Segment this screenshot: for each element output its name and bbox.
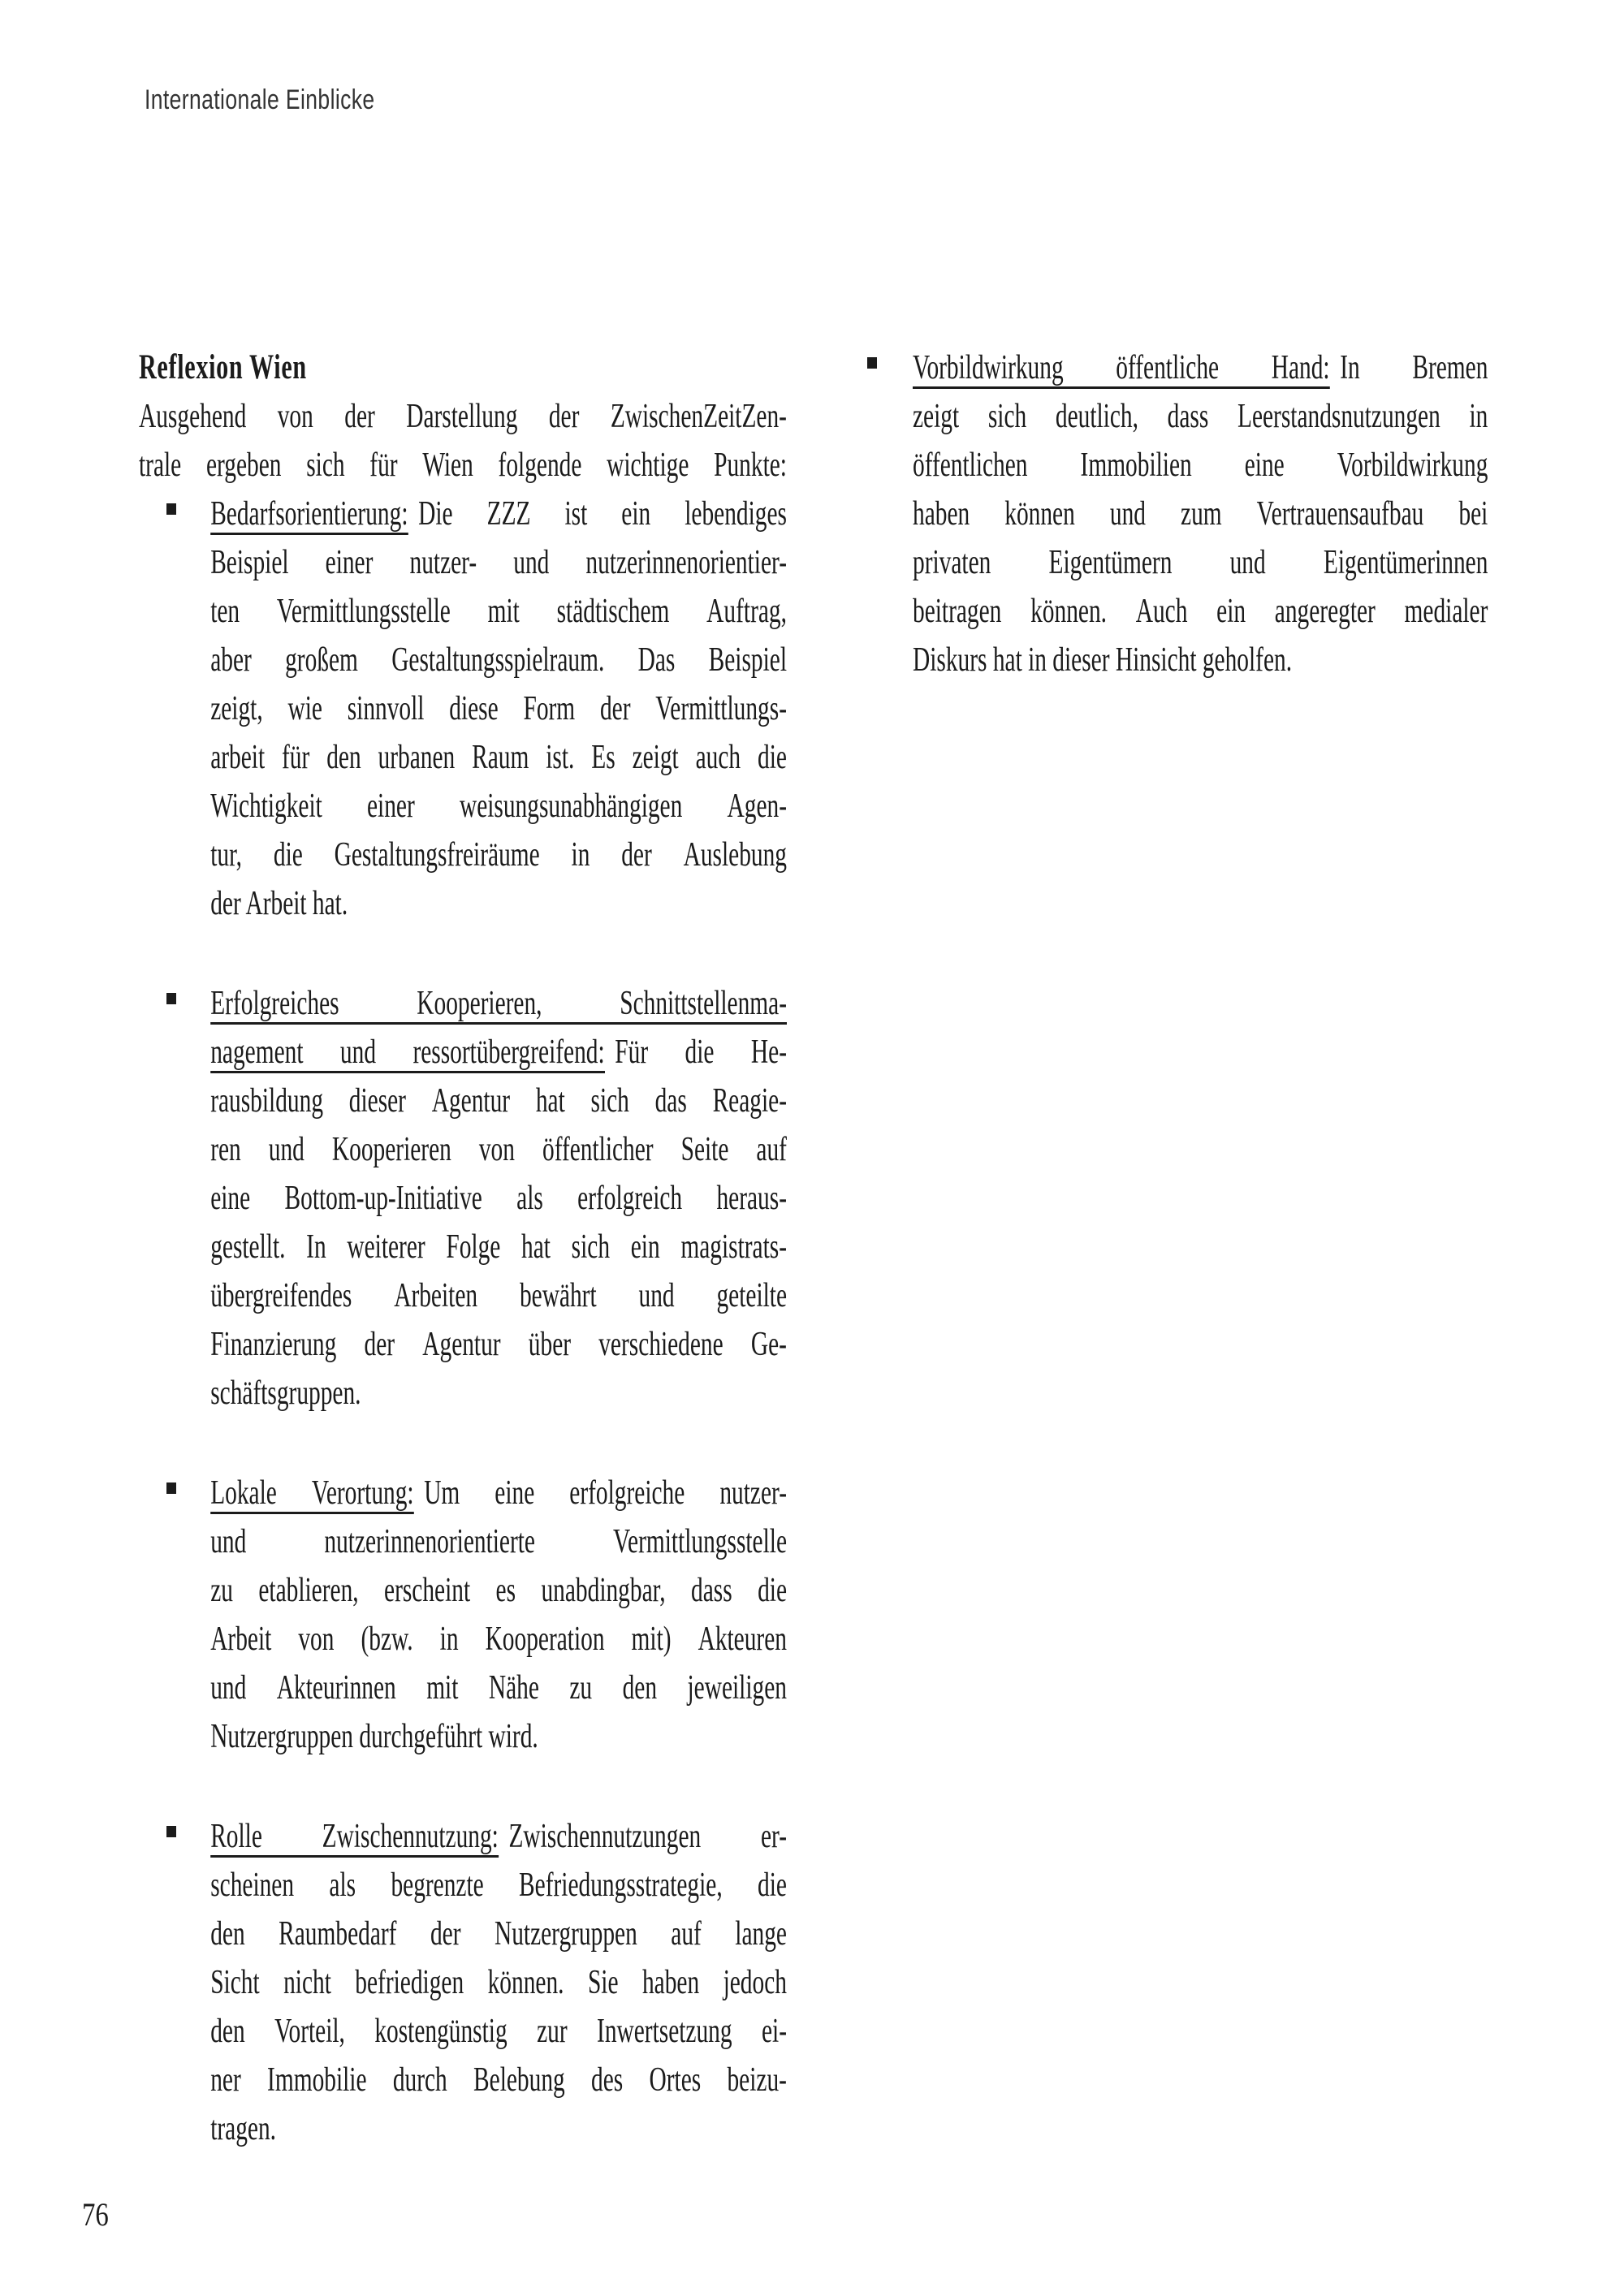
text-line: [210, 587, 787, 636]
text-line: [210, 1861, 787, 1910]
section-heading: Reflexion Wien: [139, 348, 307, 386]
line-text: Ausgehend von der Darstellung der ZwischenZeitZen-: [139, 398, 787, 435]
line-text: ten Vermittlungsstelle mit städtischem Auftrag,: [210, 593, 787, 630]
line-text: und nutzerinnenorientierte Vermittlungsstelle: [210, 1523, 787, 1560]
text-line: [210, 1125, 787, 1174]
line-text: Um eine erfolgreiche nutzer-: [424, 1474, 787, 1512]
text-line: [210, 1077, 787, 1125]
line-text: zu etablieren, erscheint es unabdingbar, dass die: [210, 1572, 787, 1609]
line-text: trale ergeben sich für Wien folgende wichtige Punkte:: [139, 447, 787, 484]
underlined-run-in-heading: Erfolgreiches Kooperieren, Schnittstellenma-: [210, 979, 787, 1025]
text-line: [210, 684, 787, 733]
text-line: [210, 2056, 787, 2104]
text-line: [210, 1028, 787, 1077]
line-text: Die ZZZ ist ein lebendiges: [418, 495, 787, 533]
line-text: privaten Eigentümern und Eigentümerinnen: [913, 544, 1488, 581]
bullet-square-icon: [166, 993, 176, 1004]
bullet-item: [210, 979, 787, 1418]
text-line: [210, 1469, 787, 1517]
line-text: zeigt sich deutlich, dass Leerstandsnutzungen in: [913, 398, 1488, 435]
line-text: haben können und zum Vertrauensaufbau bei: [913, 495, 1488, 533]
page-number: 76: [82, 2196, 109, 2233]
text-line: [139, 441, 787, 490]
text-line: [210, 2007, 787, 2056]
text-line: [210, 1910, 787, 1958]
line-text: scheinen als begrenzte Befriedungsstrategie, die: [210, 1867, 787, 1904]
bullet-square-icon: [166, 1482, 176, 1494]
line-text: Wichtigkeit einer weisungsunabhängigen Agen-: [210, 788, 787, 825]
text-line: [210, 733, 787, 782]
line-text: ner Immobilie durch Belebung des Ortes beizu-: [210, 2061, 787, 2099]
text-line: [210, 1271, 787, 1320]
text-line: [210, 1664, 787, 1712]
text-line: [210, 538, 787, 587]
line-text: arbeit für den urbanen Raum ist. Es zeigt auch die: [210, 739, 787, 776]
text-line: [210, 1223, 787, 1271]
text-line: Diskurs hat in dieser Hinsicht geholfen.: [913, 641, 1293, 679]
underlined-run-in-heading: Lokale Verortung:: [210, 1469, 413, 1514]
bullet-item: [210, 1812, 787, 2153]
text-line: [913, 538, 1488, 587]
line-text: Beispiel einer nutzer- und nutzerinnenorientier-: [210, 544, 787, 581]
text-line: Nutzergruppen durchgeführt wird.: [210, 1718, 538, 1755]
line-text: ren und Kooperieren von öffentlicher Seite auf: [210, 1131, 787, 1168]
text-line: [913, 490, 1488, 538]
line-text: gestellt. In weiterer Folge hat sich ein magistrats-: [210, 1228, 787, 1266]
text-line: [913, 343, 1488, 392]
bullet-square-icon: [166, 1826, 176, 1837]
text-line: [210, 831, 787, 879]
underlined-run-in-heading: Bedarfsorientierung:: [210, 490, 408, 535]
line-text: und Akteurinnen mit Nähe zu den jeweiligen: [210, 1669, 787, 1707]
bullet-item: [210, 1469, 787, 1761]
line-text: eine Bottom-up-Initiative als erfolgreich heraus-: [210, 1180, 787, 1217]
text-line: [913, 441, 1488, 490]
text-line: [210, 490, 787, 538]
intro-paragraph: [139, 392, 787, 490]
text-line: schäftsgruppen.: [210, 1375, 361, 1412]
bullet-item: [210, 490, 787, 928]
text-line: der Arbeit hat.: [210, 885, 348, 922]
text-line: [210, 1320, 787, 1369]
text-line: [210, 782, 787, 831]
line-text: den Vorteil, kostengünstig zur Inwertsetzung ei-: [210, 2013, 787, 2050]
line-text: den Raumbedarf der Nutzergruppen auf lange: [210, 1915, 787, 1953]
line-text: Arbeit von (bzw. in Kooperation mit) Akteuren: [210, 1621, 787, 1658]
text-line: [139, 392, 787, 441]
line-text: aber großem Gestaltungsspielraum. Das Beispiel: [210, 641, 787, 679]
line-text: Für die He-: [615, 1034, 787, 1071]
line-text: In Bremen: [1340, 349, 1488, 386]
text-line: [210, 636, 787, 684]
line-text: Zwischennutzungen er-: [508, 1818, 788, 1855]
line-text: öffentlichen Immobilien eine Vorbildwirkung: [913, 447, 1488, 484]
bullet-square-icon: [166, 503, 176, 515]
underlined-run-in-heading: Vorbildwirkung öffentliche Hand:: [913, 343, 1330, 389]
text-line: [210, 1615, 787, 1664]
text-line: [210, 1566, 787, 1615]
line-text: Sicht nicht befriedigen können. Sie haben jedoch: [210, 1964, 787, 2001]
right-column: [913, 343, 1488, 684]
running-head: Internationale Einblicke: [145, 84, 375, 115]
text-line: [913, 587, 1488, 636]
text-line: [210, 1174, 787, 1223]
text-line: [210, 979, 787, 1028]
line-text: zeigt, wie sinnvoll diese Form der Vermittlungs-: [210, 690, 787, 727]
text-line: [210, 1812, 787, 1861]
line-text: rausbildung dieser Agentur hat sich das Reagie-: [210, 1082, 787, 1120]
line-text: beitragen können. Auch ein angeregter medialer: [913, 593, 1488, 630]
left-column: [139, 343, 787, 2153]
underlined-run-in-heading: nagement und ressortübergreifend:: [210, 1028, 604, 1073]
text-line: tragen.: [210, 2110, 277, 2147]
line-text: Finanzierung der Agentur über verschiedene Ge-: [210, 1326, 787, 1363]
text-line: [210, 1517, 787, 1566]
text-line: [913, 392, 1488, 441]
line-text: übergreifendes Arbeiten bewährt und geteilte: [210, 1277, 787, 1314]
bullet-square-icon: [867, 357, 877, 369]
text-line: [210, 1958, 787, 2007]
bullet-item: [913, 343, 1488, 684]
underlined-run-in-heading: Rolle Zwischennutzung:: [210, 1812, 499, 1858]
line-text: tur, die Gestaltungsfreiräume in der Auslebung: [210, 836, 787, 874]
